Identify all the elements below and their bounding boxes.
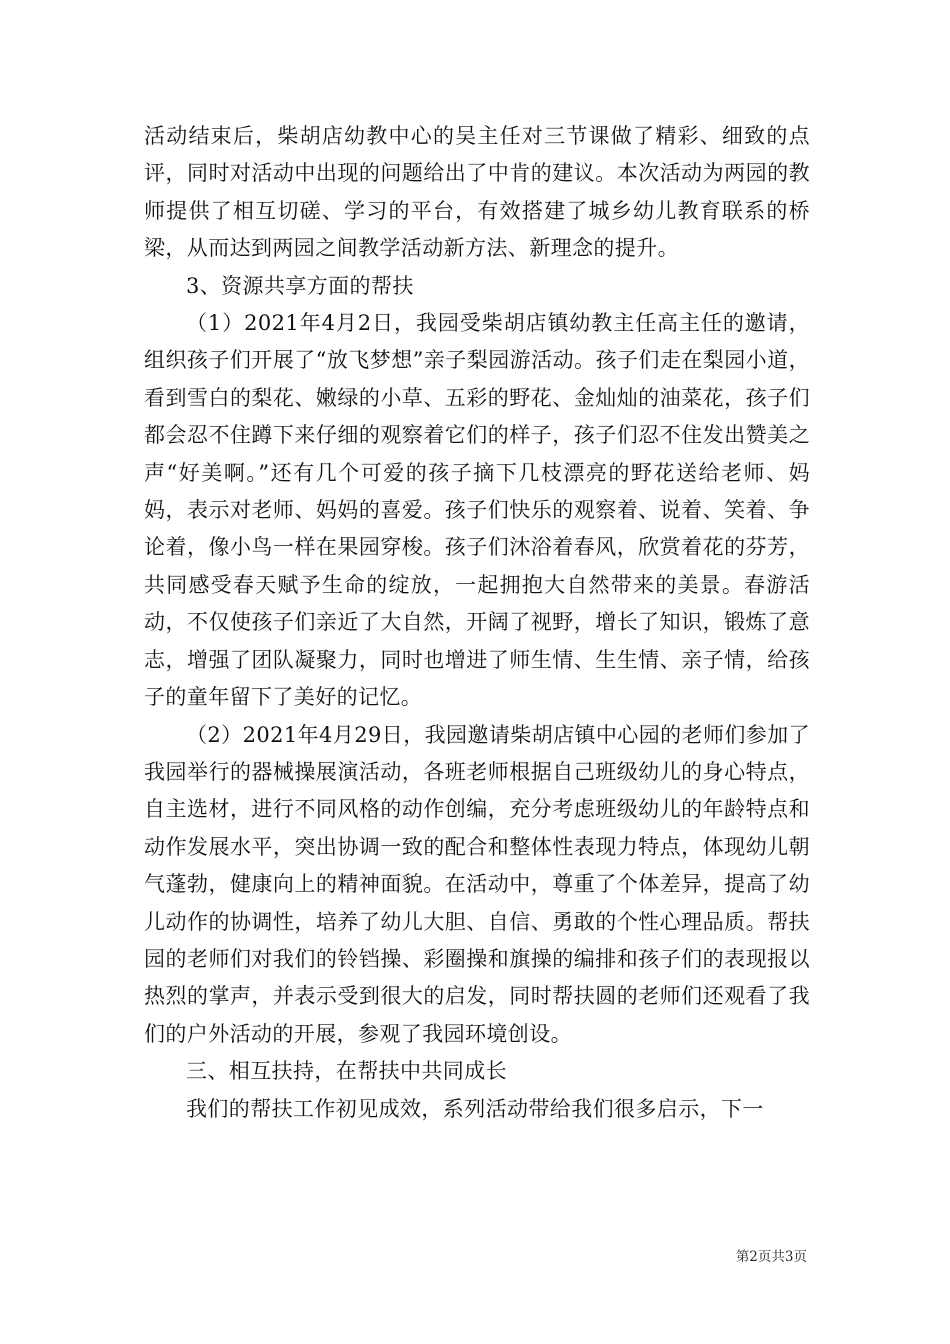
heading-resource-sharing: 3、资源共享方面的帮扶 <box>186 273 414 298</box>
heading-mutual-support: 三、相互扶持，在帮扶中共同成长 <box>186 1059 507 1084</box>
page-number-footer: 第2页共3页 <box>735 1249 807 1265</box>
paragraph-pear-garden-trip: （1）2021年4月2日，我园受柴胡店镇幼教主任高主任的邀请，组织孩子们开展了“放飞梦想”亲子梨园游活动。孩子们走在梨园小道，看到雪白的梨花、嫩绿的小草、五彩的野花、金灿灿的油菜花，孩子们都会忍不住蹲下来仔细的观察着它们的样子，孩子们忍不住发出赞美之声“好美啊。”还有几个可爱的孩子摘下几枝漂亮的野花送给老师、妈妈，表示对老师、妈妈的喜爱。孩子们快乐的观察着、说着、笑着、争论着，像小鸟一样在果园穿梭。孩子们沐浴着春风，欣赏着花的芬芳，共同感受春天赋予生命的绽放，一起拥抱大自然带来的美景。春游活动，不仅使孩子们亲近了大自然，开阔了视野，增长了知识，锻炼了意志，增强了团队凝聚力，同时也增进了师生情、生生情、亲子情，给孩子的童年留下了美好的记忆。 <box>144 311 810 710</box>
paragraph-equipment-exercise-show: （2）2021年4月29日，我园邀请柴胡店镇中心园的老师们参加了我园举行的器械操展演活动，各班老师根据自己班级幼儿的身心特点，自主选材，进行不同风格的动作创编，充分考虑班级幼儿的年龄特点和动作发展水平，突出协调一致的配合和整体性表现力特点，体现幼儿朝气蓬勃，健康向上的精神面貌。在活动中，尊重了个体差异，提高了幼儿动作的协调性，培养了幼儿大胆、自信、勇敢的个性心理品质。帮扶园的老师们对我们的铃铛操、彩圈操和旗操的编排和孩子们的表现报以热烈的掌声，并表示受到很大的启发，同时帮扶圆的老师们还观看了我们的户外活动的开展，参观了我园环境创设。 <box>144 722 810 1046</box>
paragraph-conclusion-start: 我们的帮扶工作初见成效，系列活动带给我们很多启示，下一 <box>186 1096 764 1121</box>
document-body <box>144 118 810 1128</box>
paragraph-activity-review: 活动结束后，柴胡店幼教中心的吴主任对三节课做了精彩、细致的点评，同时对活动中出现的问题给出了中肯的建议。本次活动为两园的教师提供了相互切磋、学习的平台，有效搭建了城乡幼儿教育联系的桥梁，从而达到两园之间教学活动新方法、新理念的提升。 <box>144 124 810 261</box>
